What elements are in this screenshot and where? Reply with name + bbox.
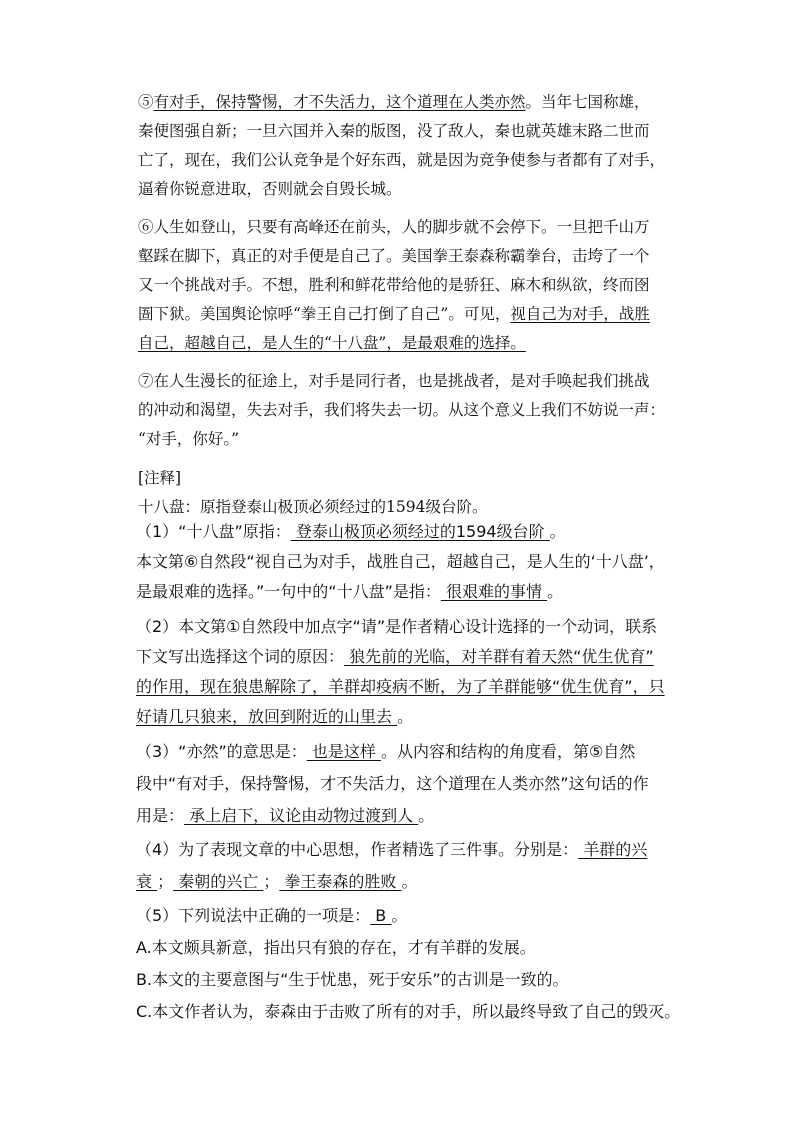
passage-line: ⑤有对手，保持警惕，才不失活力，这个道理在人类亦然。当年七国称雄， [138, 93, 650, 111]
answer-blank: 好请几只狼来，放回到附近的山里去 [136, 707, 398, 726]
question-3: （3）“亦然”的意思是： 也是这样 。从内容和结构的角度看，第⑤自然 [136, 742, 636, 761]
passage-line: ⑦在人生漫长的征途上，对手是同行者，也是挑战者，是对手唤起我们挑战 [138, 372, 650, 390]
passage-line: ⑥人生如登山，只要有高峰还在前头，人的脚步就不会停下。一旦把千山万 [138, 218, 650, 236]
passage-line: 圄下狱。美国舆论惊呼“拳王自己打倒了自己”。可见，视自己为对手，战胜 [138, 305, 650, 323]
question-3-line-3: 用是： 承上启下，议论由动物过渡到人 。 [136, 806, 435, 825]
question-2: （2）本文第①自然段中加点字“请”是作者精心设计选择的一个动词，联系 [136, 617, 658, 636]
answer-blank: 承上启下，议论由动物过渡到人 [184, 806, 419, 825]
answer-blank: 也是这样 [306, 742, 381, 761]
answer-blank: 拳王泰森的胜败 [279, 872, 402, 891]
question-2-line-2: 下文写出选择这个词的原因： 狼先前的光临，对羊群有着天然“优生优育” [136, 647, 654, 666]
underlined-sentence: 自己，超越自己，是人生的“十八盘”，是最艰难的选择。 [138, 334, 526, 352]
answer-blank: 很艰难的事情 [440, 582, 548, 601]
option-a: A.本文颇具新意，指出只有狼的存在，才有羊群的发展。 [136, 938, 536, 957]
passage-line: 的冲动和渴望，失去对手，我们将失去一切。从这个意义上我们不妨说一声： [138, 401, 666, 419]
passage-line: 逼着你锐意进取，否则就会自毁长城。 [138, 180, 402, 198]
note-text: 十八盘：原指登泰山极顶必须经过的1594级台阶。 [138, 498, 488, 516]
passage-line: 秦便图强自新；一旦六国并入秦的版图，没了敌人，秦也就英雄末路二世而 [138, 122, 650, 140]
passage-line: 亡了，现在，我们公认竞争是个好东西，就是因为竞争使参与者都有了对手， [138, 151, 666, 169]
option-c: C.本文作者认为，泰森由于击败了所有的对手，所以最终导致了自己的毁灭。 [136, 1002, 681, 1021]
answer-blank: B [370, 906, 392, 925]
answer-blank: 登泰山极顶必须经过的1594级台阶 [290, 522, 550, 541]
underlined-sentence: 视自己为对手，战胜 [510, 305, 650, 323]
option-b: B.本文的主要意图与“生于忧患，死于安乐”的古训是一致的。 [136, 970, 569, 989]
answer-blank: 狼先前的光临，对羊群有着天然“优生优育” [344, 647, 654, 666]
answer-blank: 秦朝的兴亡 [173, 872, 264, 891]
passage-line: 壑踩在脚下，真正的对手便是自己了。美国拳王泰森称霸拳台，击垮了一个 [138, 247, 650, 265]
question-5: （5）下列说法中正确的一项是： B 。 [136, 906, 408, 925]
answer-blank: 衰 [136, 872, 158, 891]
passage-line [138, 333, 526, 353]
question-2-line-4: 好请几只狼来，放回到附近的山里去 。 [136, 707, 414, 726]
answer-blank: 的作用，现在狼患解除了，羊群却疫病不断，为了羊群能够“优生优育”，只 [136, 677, 665, 696]
question-4: （4）为了表现文章的中心思想，作者精选了三件事。分别是： 羊群的兴 [136, 840, 648, 859]
note-label: [注释] [138, 469, 182, 487]
question-1a: （1）“十八盘”原指： 登泰山极顶必须经过的1594级台阶 。 [136, 522, 566, 541]
question-1b-line-2: 是最艰难的选择。”一句中的“十八盘”是指： 很艰难的事情 。 [136, 582, 564, 601]
question-2-line-3 [136, 677, 665, 697]
passage-line: 又一个挑战对手。不想，胜利和鲜花带给他的是骄狂、麻木和纵欲，终而囹 [138, 276, 650, 294]
question-4-line-2: 衰 ； 秦朝的兴亡 ； 拳王泰森的胜败 。 [136, 872, 418, 891]
passage-line: “对手，你好。” [138, 430, 240, 448]
question-3-line-2: 段中“有对手，保持警惕，才不失活力，这个道理在人类亦然”这句话的作 [136, 774, 649, 793]
answer-blank: 羊群的兴 [578, 840, 648, 859]
underlined-sentence: 有对手，保持警惕，才不失活力，这个道理在人类亦然 [153, 93, 526, 111]
question-1b: 本文第⑥自然段“视自己为对手，战胜自己，超越自己，是人生的‘十八盘’， [136, 552, 665, 571]
